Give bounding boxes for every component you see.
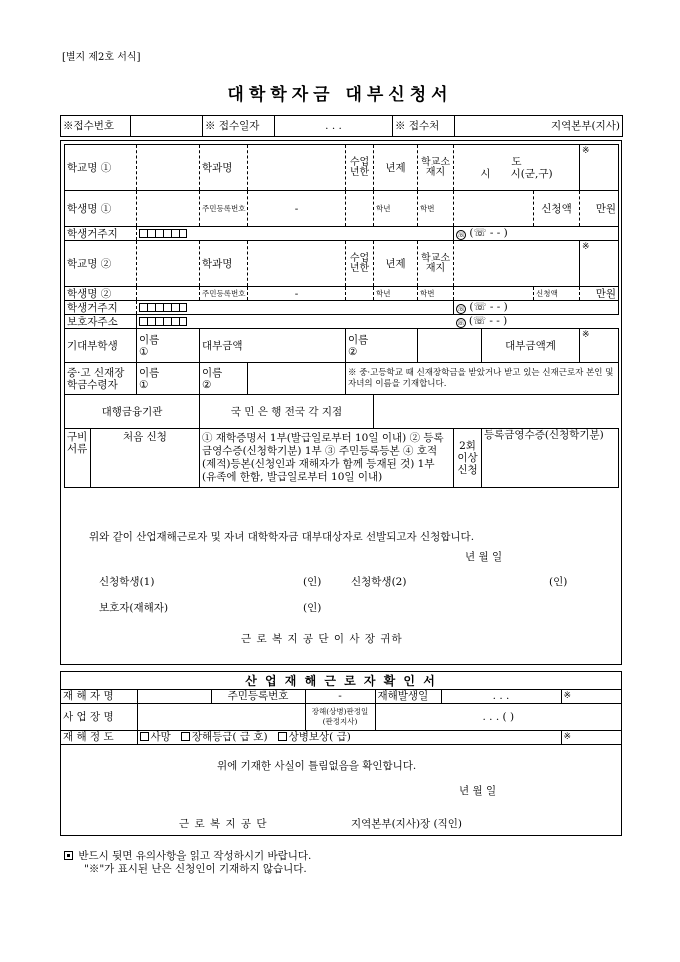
address2-field[interactable]	[137, 301, 454, 315]
receipt-table	[60, 115, 623, 137]
confirmation-table	[61, 673, 621, 745]
bank-label: 대행금융기관	[65, 395, 200, 429]
confirmation-statement: 위에 기재한 사실이 틀림없음을 확인합니다.	[217, 760, 417, 772]
death-option-label: 사망	[150, 731, 171, 743]
prior-loan-name1[interactable]: 이름 ①	[137, 329, 200, 363]
applicant1-seal[interactable]: (인)	[303, 576, 322, 588]
documents-first-text: ① 재학증명서 1부(발급일로부터 10일 이내) ② 등록금영수증(신청학기분) 1부 ③ 주민등록등본 ④ 호적(제적)등본(신청인과 재해자가 함께 등재된 것) 1부 (유족에 한함, 발급일로부터 10일 이내)	[200, 429, 454, 488]
location2-field[interactable]	[454, 241, 580, 287]
receipt-date-field[interactable]: . . .	[275, 116, 393, 137]
dept1-label: 학과명	[200, 145, 248, 191]
documents-label: 구비서류	[65, 429, 91, 487]
applicant2-label: 신청학생(2)	[351, 576, 407, 588]
address1-field[interactable]	[137, 227, 454, 241]
prior-loan-star: ※	[580, 329, 619, 363]
scholarship-name1[interactable]: 이름 ①	[137, 363, 200, 395]
guardian-seal[interactable]: (인)	[303, 602, 322, 614]
rrn2-label: 주민등록번호	[200, 287, 248, 301]
name1-label: 학생명 ①	[65, 191, 137, 227]
confirmation-title: 산 업 재 해 근 로 자 확 인 서	[61, 673, 621, 689]
severity-options	[137, 730, 561, 744]
declaration-date[interactable]: 년 월 일	[465, 551, 503, 563]
rrn2-field[interactable]: -	[248, 287, 346, 301]
documents-first-label: 처음 신청	[123, 431, 167, 443]
receipt-office-field[interactable]: 지역본부(지사)	[455, 116, 623, 137]
location1-city: 시	[480, 167, 491, 180]
rrn1-field[interactable]: -	[248, 191, 346, 227]
accident-date-star: ※	[561, 689, 621, 703]
decision-field[interactable]: . . . ( )	[375, 703, 621, 730]
bank-value: 국 민 은 행 전국 각 지점	[200, 395, 374, 429]
years1-label: 수업년한	[346, 145, 374, 191]
school1-label: 학교명 ①	[65, 145, 137, 191]
note-line-2: "※"가 표시된 난은 신청인이 기재하지 않습니다.	[84, 863, 307, 875]
prior-loan-total-label: 대부금액계	[482, 329, 580, 363]
amount2-label: 신청액	[534, 287, 580, 301]
phone1-field[interactable]: ☏ (☏ - - )	[454, 227, 619, 241]
location2-star: ※	[580, 241, 619, 287]
location1-field[interactable]	[454, 145, 580, 191]
receipt-date-label: ※ 접수일자	[203, 116, 275, 137]
company-label: 사 업 장 명	[61, 703, 137, 730]
scholarship-label: 중·고 신재장학금수령자	[65, 363, 137, 395]
prior-loan-label: 기대부학생	[65, 329, 137, 363]
school2-label: 학교명 ②	[65, 241, 137, 287]
form-code: [별지 제2호 서식]	[62, 52, 141, 63]
guardian-label: 보호자(재해자)	[99, 602, 169, 614]
severity-star: ※	[561, 730, 621, 744]
name2-field[interactable]	[137, 287, 200, 301]
dept2-label: 학과명	[200, 241, 248, 287]
grade1-label: 학년	[374, 191, 418, 227]
guardian-address-label: 보호자주소	[65, 315, 137, 329]
decision-label: 장해(상병)판정일(판정지사)	[305, 703, 375, 730]
amount2-unit[interactable]: 만원	[580, 287, 619, 301]
prior-loan-amount-label: 대부금액	[200, 329, 346, 363]
accident-date-field[interactable]: . . .	[441, 689, 561, 703]
victim-label: 재 해 자 명	[61, 689, 137, 703]
note-line-1: 반드시 뒷면 유의사항을 읽고 작성하시기 바랍니다.	[78, 850, 312, 862]
name1-field[interactable]	[137, 191, 200, 227]
victim-field[interactable]	[137, 689, 211, 703]
grade2-label: 학년	[374, 287, 418, 301]
company-field[interactable]	[137, 703, 305, 730]
documents-repeat-label: 2회 이상 신청	[454, 429, 482, 488]
dept1-field[interactable]	[248, 145, 346, 191]
location1-province: 도	[511, 155, 522, 168]
postcode1-boxes[interactable]	[139, 229, 187, 238]
phone2-field[interactable]: ☏ (☏ - - )	[454, 301, 619, 315]
school2-field[interactable]	[137, 241, 200, 287]
phone-icon: ☏	[456, 319, 466, 327]
address2-label: 학생거주지	[65, 301, 137, 315]
receipt-number-field[interactable]	[131, 116, 203, 137]
confirmation-section	[60, 671, 622, 836]
rrn1-label: 주민등록번호	[200, 191, 248, 227]
application-table	[64, 144, 619, 488]
prior-loan-name2[interactable]: 이름 ②	[346, 329, 418, 363]
applicant2-seal[interactable]: (인)	[549, 576, 568, 588]
scholarship-name2[interactable]: 이름 ②	[200, 363, 248, 395]
bullet-square-icon	[64, 851, 73, 860]
studentno1-label: 학번	[418, 191, 454, 227]
postcode3-boxes[interactable]	[139, 317, 187, 326]
location1-county: 시(군,구)	[510, 167, 553, 180]
studentno1-field[interactable]	[454, 191, 534, 227]
declaration-statement: 위와 같이 산업재해근로자 및 자녀 대학학자금 대부대상자로 선발되고자 신청합니다.	[89, 531, 475, 543]
amount1-unit[interactable]: 만원	[580, 191, 619, 227]
receipt-office-label: ※ 접수처	[393, 116, 455, 137]
disability-option-label: 장해등급( 급 호)	[191, 731, 268, 743]
applicant1-label: 신청학생(1)	[99, 576, 155, 588]
location1-star: ※	[580, 145, 619, 191]
dept2-field[interactable]	[248, 241, 346, 287]
injury-checkbox[interactable]	[278, 732, 287, 741]
phone-icon: ☏	[457, 305, 466, 313]
receipt-number-label: ※접수번호	[61, 116, 131, 137]
recipient-line: 근 로 복 지 공 단 이 사 장 귀하	[241, 633, 403, 645]
prior-loan-amount2-field[interactable]	[418, 329, 482, 363]
guardian-address-field[interactable]	[137, 315, 454, 329]
confirmation-date[interactable]: 년 월 일	[459, 785, 497, 797]
location2-label: 학교소재지	[418, 241, 454, 287]
phone-icon: ☏	[457, 231, 466, 239]
guardian-phone-field[interactable]: ☏ (☏ - - )	[456, 315, 508, 327]
studentno2-label: 학번	[418, 287, 454, 301]
scholarship-note: ※ 중·고등학교 때 신재장학금을 받았거나 받고 있는 신재근로자 본인 및 자녀의 이름을 기재합니다.	[346, 363, 619, 395]
application-section	[60, 140, 622, 665]
form-title: 대학학자금 대부신청서	[227, 85, 453, 105]
confirmation-office[interactable]: 지역본부(지사)장 (직인)	[351, 818, 463, 830]
years2-unit[interactable]: 년제	[374, 241, 418, 287]
years1-unit[interactable]: 년제	[374, 145, 418, 191]
notes	[64, 850, 311, 876]
disability-checkbox[interactable]	[181, 732, 190, 741]
years2-label: 수업년한	[346, 241, 374, 287]
death-checkbox[interactable]	[140, 732, 149, 741]
victim-rrn-label: 주민등록번호	[211, 689, 305, 703]
accident-date-label: 재해발생일	[375, 689, 441, 703]
address1-label: 학생거주지	[65, 227, 137, 241]
school1-field[interactable]	[137, 145, 200, 191]
studentno2-field[interactable]	[454, 287, 534, 301]
confirmation-agency: 근 로 복 지 공 단	[179, 818, 268, 830]
victim-rrn-field[interactable]: -	[305, 689, 375, 703]
severity-label: 재 해 정 도	[61, 730, 137, 744]
documents-repeat-text: 등록금영수증(신청학기분)	[482, 429, 619, 488]
postcode2-boxes[interactable]	[139, 303, 187, 312]
amount1-label: 신청액	[534, 191, 580, 227]
injury-option-label: 상병보상( 급)	[288, 731, 351, 743]
location1-label: 학교소재지	[418, 145, 454, 191]
name2-label: 학생명 ②	[65, 287, 137, 301]
